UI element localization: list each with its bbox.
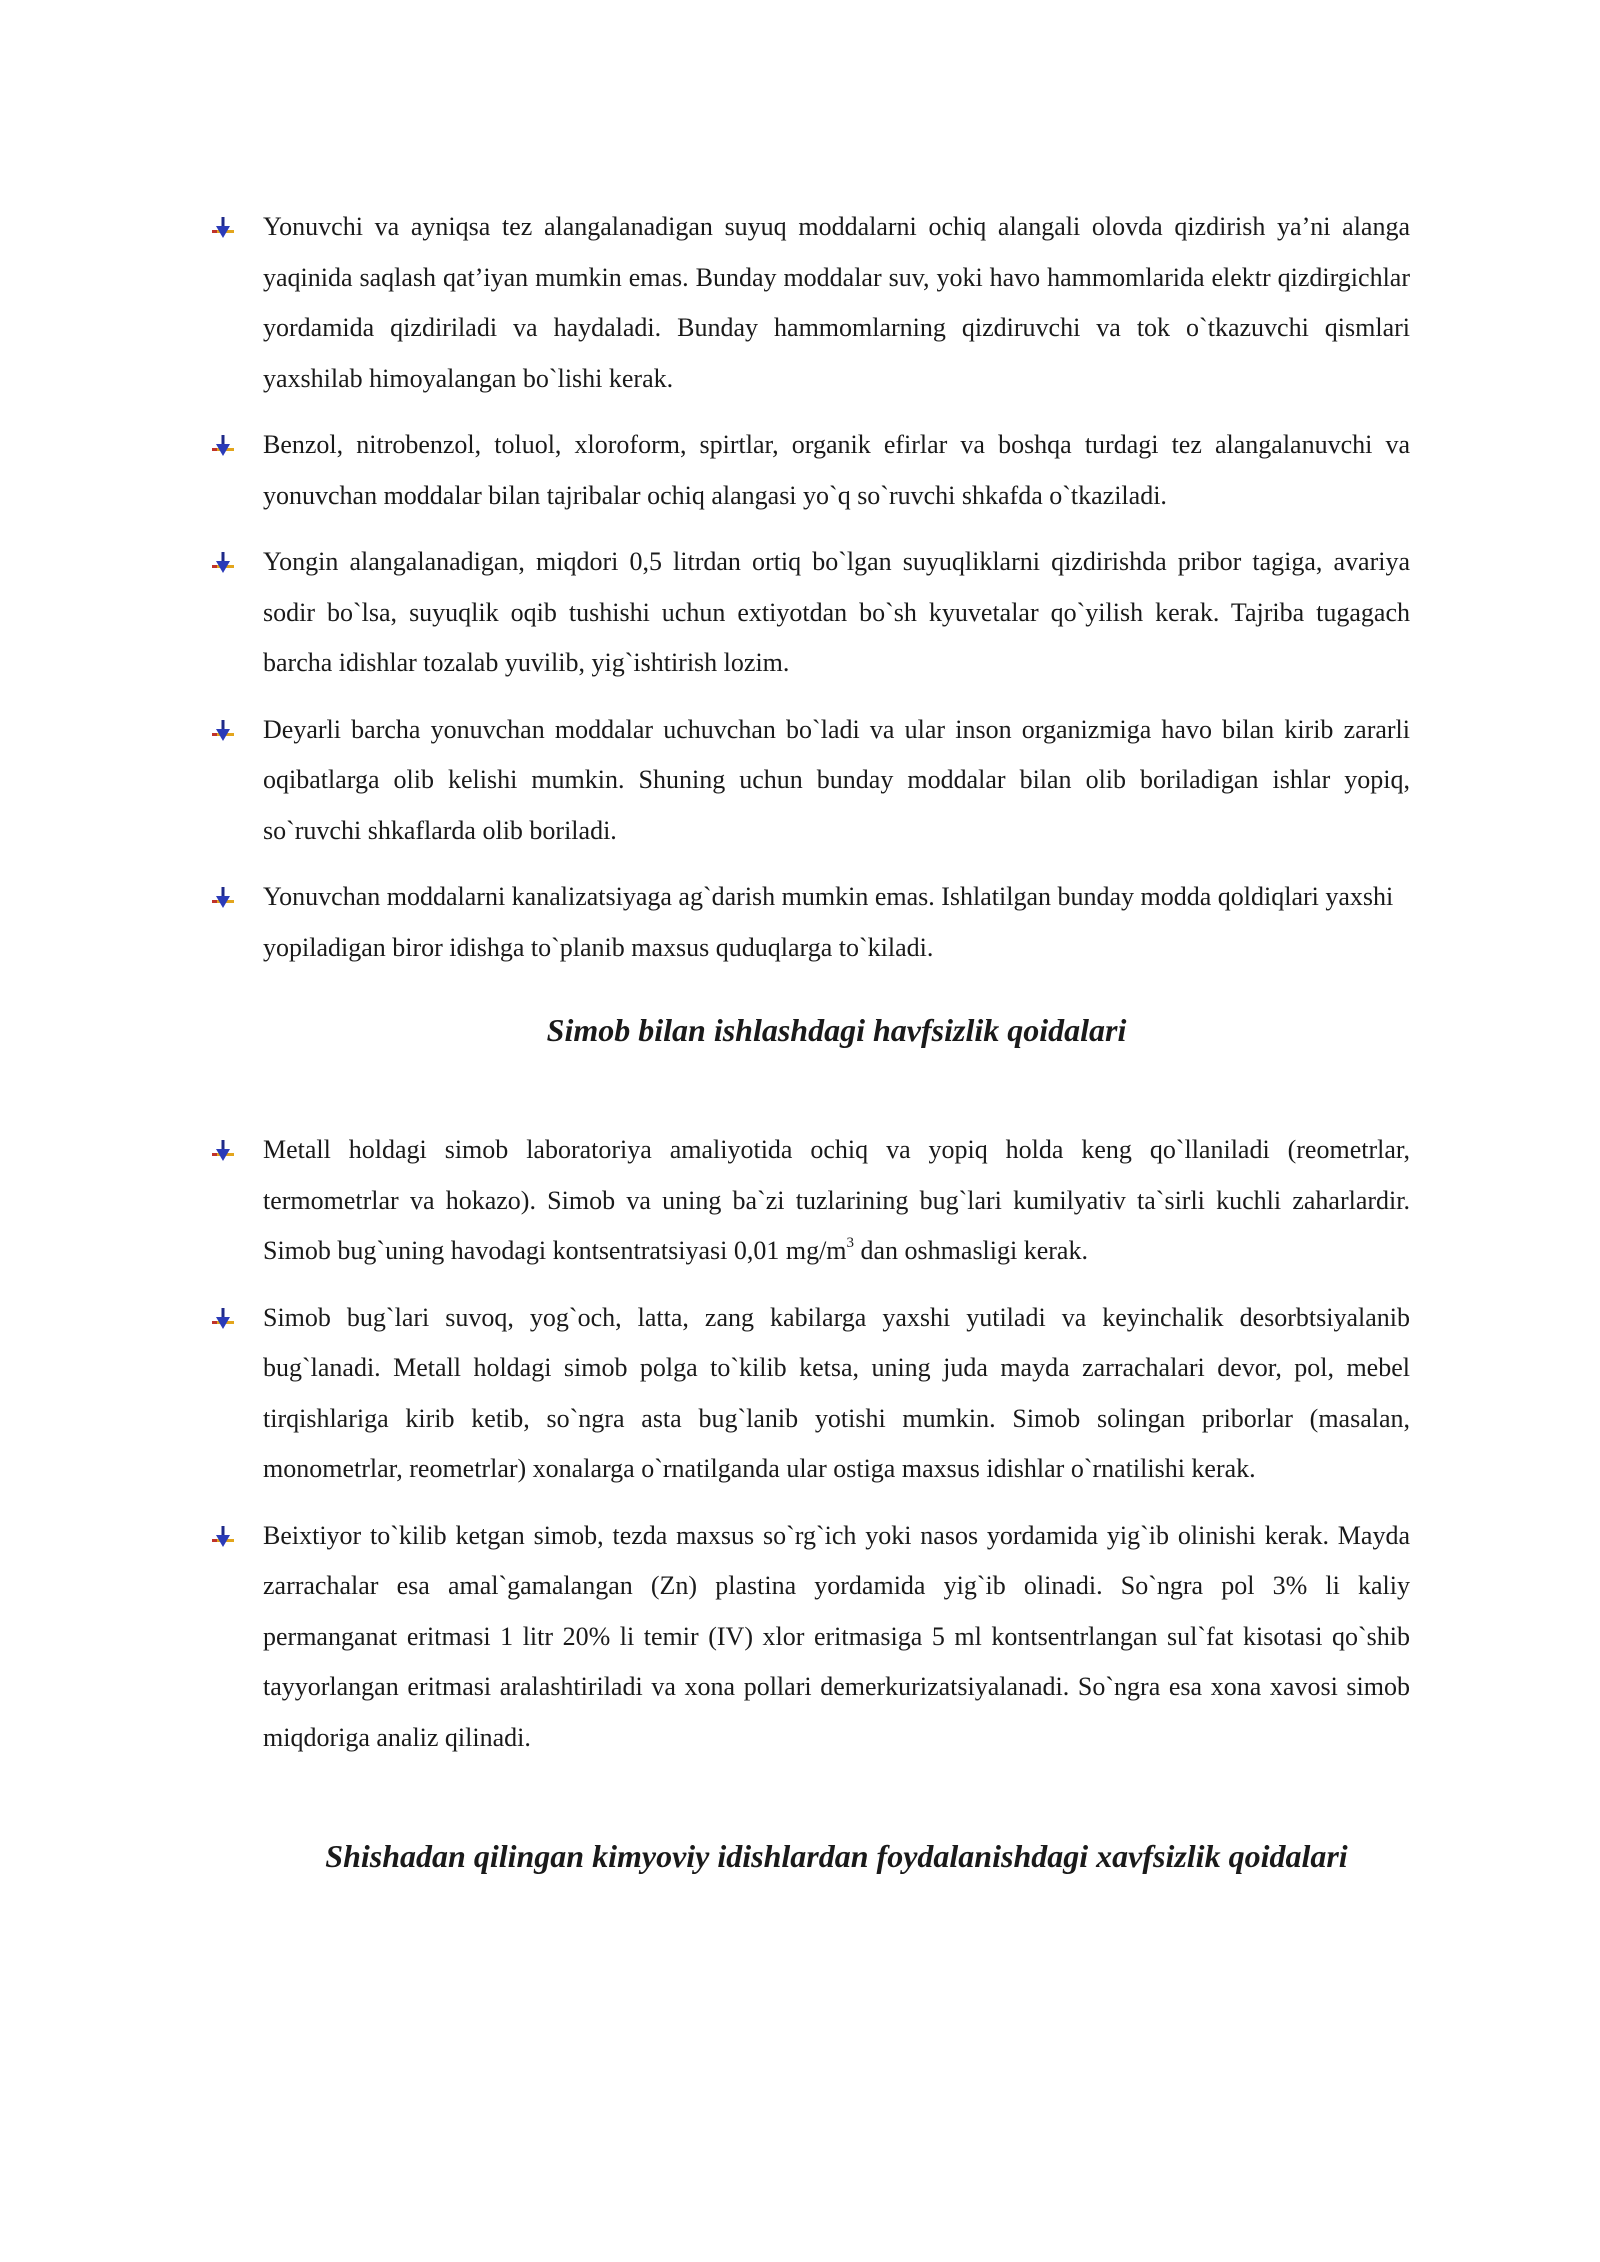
list-item-text: Yongin alangalanadigan, miqdori 0,5 litrdan ortiq bo`lgan suyuqliklarni qizdirishda pribor tagiga, avariya sodir bo`lsa, suyuqlik oqib tushishi uchun extiyotdan bo`sh kyuvetalar qo`yilish kerak. Tajriba tugagach barcha idishlar tozalab yuvilib, yig`ishtirish lozim. [263, 547, 1410, 677]
flammable-rules-list [210, 202, 1410, 973]
list-item [210, 537, 1410, 689]
arrow-down-bullet-icon [210, 433, 236, 459]
arrow-down-bullet-icon [210, 1138, 236, 1164]
list-item-text: Simob bug`lari suvoq, yog`och, latta, zang kabilarga yaxshi yutiladi va keyinchalik desorbtsiyalanib bug`lanadi. Metall holdagi simob polga to`kilib ketsa, uning juda mayda zarrachalari devor, pol, mebel tirqishlariga kirib ketib, so`ngra asta bug`lanib yotishi mumkin. Simob solingan priborlar (masalan, monometrlar, reometrlar) xonalarga o`rnatilganda ular ostiga maxsus idishlar o`rnatilishi kerak. [263, 1302, 1410, 1483]
list-item [210, 705, 1410, 857]
page-content [210, 202, 1410, 1876]
list-item-text: Yonuvchan moddalarni kanalizatsiyaga ag`darish mumkin emas. Ishlatilgan bunday modda qoldiqlari yaxshi yopiladigan biror idishga to`planib maxsus quduqlarga to`kiladi. [263, 882, 1394, 962]
list-item [210, 420, 1410, 521]
mercury-rules-list [210, 1125, 1410, 1763]
text-segment: Metall holdagi simob laboratoriya amaliyotida ochiq va yopiq holda keng qo`llaniladi (reometrlar, termometrlar va hokazo). Simob va uning ba`zi tuzlarining bug`lari kumilyativ ta`sirli kuchli zaharlardir. Simob bug`uning havodagi kontsentratsiyasi 0,01 mg/m [263, 1135, 1410, 1265]
list-item [210, 1293, 1410, 1495]
list-item [210, 872, 1410, 973]
arrow-down-bullet-icon [210, 885, 236, 911]
arrow-down-bullet-icon [210, 550, 236, 576]
list-item-text [263, 1135, 1410, 1265]
list-item [210, 1511, 1410, 1764]
arrow-down-bullet-icon [210, 1306, 236, 1332]
list-item-text: Yonuvchi va ayniqsa tez alangalanadigan suyuq moddalarni ochiq alangali olovda qizdirish ya’ni alanga yaqinida saqlash qat’iyan mumkin emas. Bunday moddalar suv, yoki havo hammomlarida elektr qizdirgichlar yordamida qizdiriladi va haydaladi. Bunday hammomlarning qizdiruvchi va tok o`tkazuvchi qismlari yaxshilab himoyalangan bo`lishi kerak. [263, 212, 1410, 393]
list-item-text: Deyarli barcha yonuvchan moddalar uchuvchan bo`ladi va ular inson organizmiga havo bilan kirib zararli oqibatlarga olib kelishi mumkin. Shuning uchun bunday moddalar bilan olib boriladigan ishlar yopiq, so`ruvchi shkaflarda olib boriladi. [263, 714, 1410, 845]
section-heading-mercury: Simob bilan ishlashdagi havfsizlik qoidalari [546, 1012, 1127, 1048]
text-segment: dan oshmasligi kerak. [854, 1236, 1088, 1265]
list-item-text: Beixtiyor to`kilib ketgan simob, tezda maxsus so`rg`ich yoki nasos yordamida yig`ib olinishi kerak. Mayda zarrachalar esa amal`gamalangan (Zn) plastina yordamida yig`ib olinadi. So`ngra pol 3% li kaliy permanganat eritmasi 1 litr 20% li temir (IV) xlor eritmasiga 5 ml kontsentrlangan sul`fat kisotasi qo`shib tayyorlangan eritmasi aralashtiriladi va xona pollari demerkurizatsiyalanadi. So`ngra esa xona xavosi simob miqdoriga analiz qilinadi. [263, 1520, 1410, 1752]
list-item [210, 202, 1410, 404]
list-item [210, 1125, 1410, 1277]
arrow-down-bullet-icon [210, 215, 236, 241]
arrow-down-bullet-icon [210, 1524, 236, 1550]
arrow-down-bullet-icon [210, 718, 236, 744]
superscript: 3 [846, 1235, 855, 1252]
section-heading-glassware: Shishadan qilingan kimyoviy idishlardan foydalanishdagi xavfsizlik qoidalari [325, 1838, 1348, 1874]
list-item-text: Benzol, nitrobenzol, toluol, xloroform, spirtlar, organik efirlar va boshqa turdagi tez alangalanuvchi va yonuvchan moddalar bilan tajribalar ochiq alangasi yo`q so`ruvchi shkafda o`tkaziladi. [263, 430, 1410, 510]
